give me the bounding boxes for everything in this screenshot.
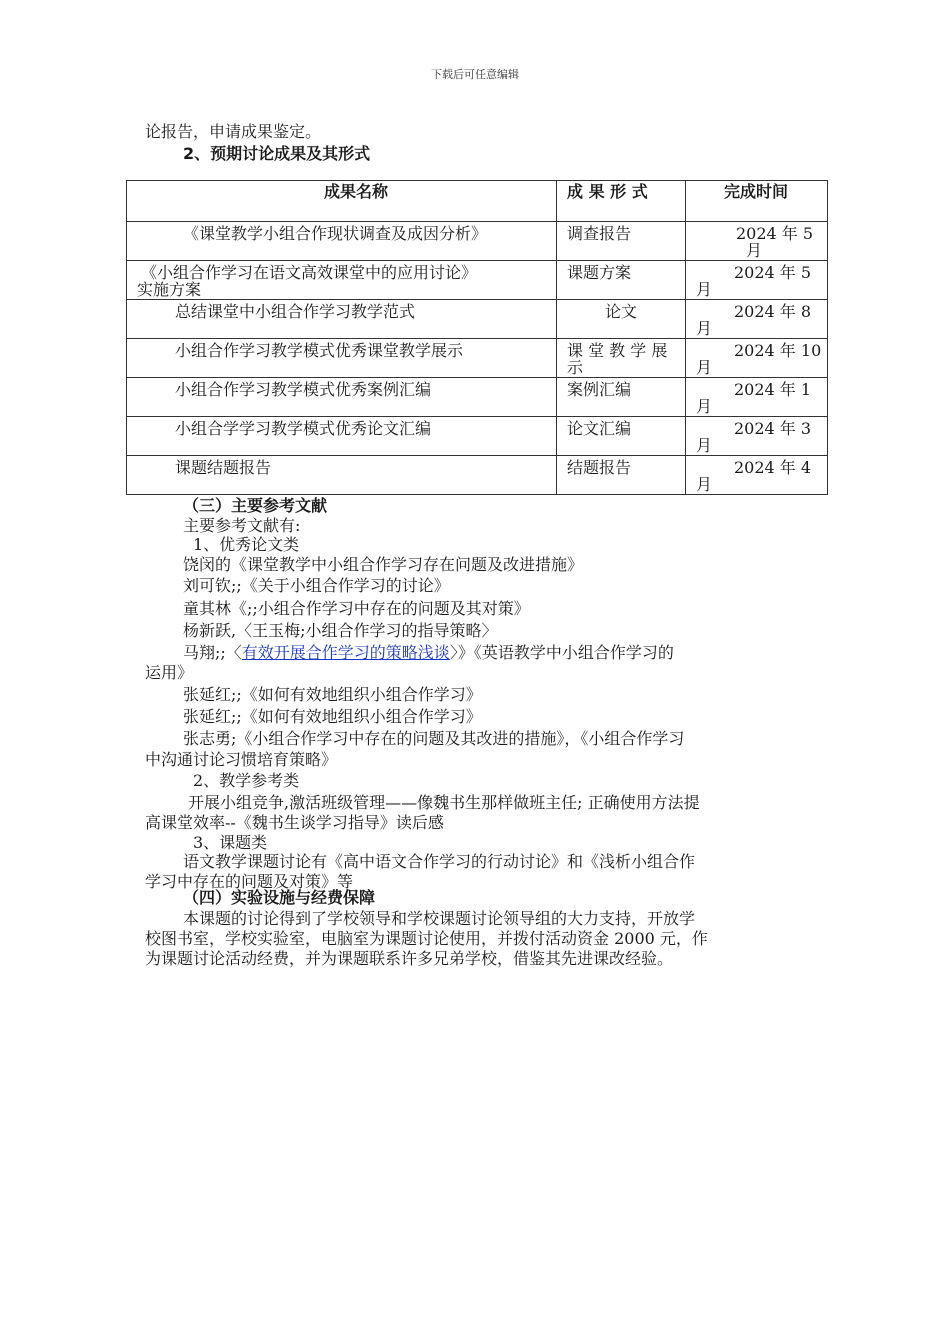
reference-item: 饶闵的《课堂教学中小组合作学习存在问题及改进措施》 [183,555,584,574]
table-row: 《课堂教学小组合作现状调查及成因分析》 调查报告 2024 年 5 月 [127,222,828,261]
section-4-paragraph: 本课题的讨论得到了学校领导和学校课题讨论领导组的大力支持，开放学 [183,909,696,928]
references-title: （三）主要参考文献 [183,496,328,515]
table-row: 总结课堂中小组合作学习教学范式 论文 2024 年 8 月 [127,300,828,339]
references-category-1: 1、优秀论文类 [193,535,300,554]
reference-item: 张延红;;《如何有效地组织小组合作学习》 [183,685,482,704]
section-2-title: 2、预期讨论成果及其形式 [183,144,371,163]
reference-item-cont: 中沟通讨论习惯培育策略》 [145,750,338,769]
reference-item-cont: 高课堂效率--《魏书生谈学习指导》读后感 [145,813,444,832]
table-header-row [127,181,828,222]
results-table [126,180,828,495]
reference-item: 张志勇;《小组合作学习中存在的问题及其改进的措施》，《小组合作学习 [183,729,685,748]
header-form: 成 果 形 式 [557,181,686,222]
reference-item: 张延红;;《如何有效地组织小组合作学习》 [183,707,482,726]
references-category-2: 2、教学参考类 [193,771,300,790]
section-4-paragraph: 为课题讨论活动经费，并为课题联系许多兄弟学校，借鉴其先进课改经验。 [145,949,674,968]
header-time: 完成时间 [686,181,828,222]
section-4-paragraph: 校图书室，学校实验室，电脑室为课题讨论使用，并拨付活动资金 2000 元，作 [145,929,708,948]
reference-item: 刘可钦;;《关于小组合作学习的讨论》 [183,576,450,595]
header-name: 成果名称 [127,181,557,222]
table-row: 小组合学学习教学模式优秀论文汇编 论文汇编 2024 年 3 月 [127,417,828,456]
reference-item: 杨新跃,〈王玉梅;小组合作学习的指导策略〉 [183,621,498,640]
reference-link[interactable]: 有效开展合作学习的策略浅谈 [241,643,450,662]
reference-item-ma-cont: 运用》 [145,663,194,682]
references-intro: 主要参考文献有: [183,516,301,535]
table-row: 小组合作学习教学模式优秀课堂教学展示 课 堂 教 学 展 示 2024 年 10 月 [127,339,828,378]
table-row: 小组合作学习教学模式优秀案例汇编 案例汇编 2024 年 1 月 [127,378,828,417]
section-4-title: （四）实验设施与经费保障 [183,888,376,907]
references-category-3: 3、课题类 [193,833,268,852]
table-row: 课题结题报告 结题报告 2024 年 4 月 [127,456,828,495]
reference-item-ma: 马翔;;〈有效开展合作学习的策略浅谈〉》《英语教学中小组合作学习的 [183,643,674,662]
page-header: 下载后可任意编辑 [431,68,519,81]
intro-paragraph-end: 论报告，申请成果鉴定。 [145,122,322,141]
reference-item-cont: 学习中存在的问题及对策》等 [145,872,354,891]
table-row: 《小组合作学习在语文高效课堂中的应用讨论》 实施方案 课题方案 2024 年 5 月 [127,261,828,300]
reference-item: 开展小组竞争,激活班级管理——像魏书生那样做班主任; 正确使用方法提 [188,793,700,812]
reference-item: 语文教学课题讨论有《高中语文合作学习的行动讨论》和《浅析小组合作 [183,852,696,871]
reference-item: 童其林《;;小组合作学习中存在的问题及其对策》 [183,599,530,618]
